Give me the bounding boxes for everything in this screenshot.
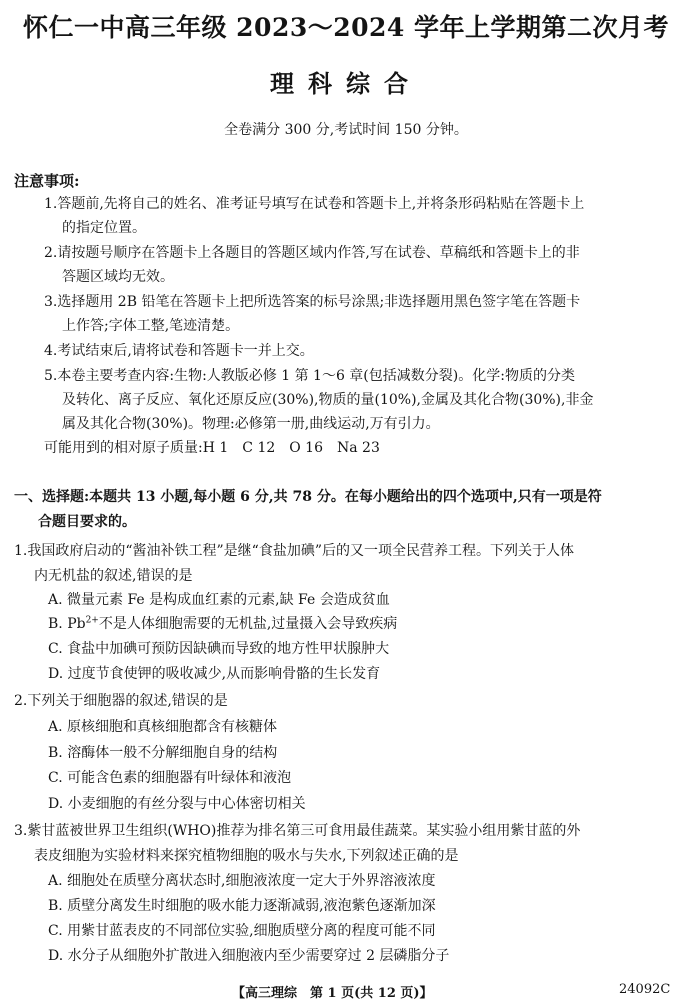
question-1-stem: 1.我国政府启动的“酱油补铁工程”是继“食盐加碘”后的又一项全民营养工程。下列关于人体 xyxy=(14,543,574,559)
question-2-option-c: C. 可能含色素的细胞器有叶绿体和液泡 xyxy=(48,770,292,786)
question-1-option-a: A. 微量元素 Fe 是构成血红素的元素,缺 Fe 会造成贫血 xyxy=(48,592,390,608)
ion-charge: 2+ xyxy=(85,615,99,626)
question-1-stem-cont: 内无机盐的叙述,错误的是 xyxy=(34,568,193,584)
question-3-stem: 3.紫甘蓝被世界卫生组织(WHO)推荐为排名第三可食用最佳蔬菜。某实验小组用紫甘蓝的外 xyxy=(14,823,581,839)
score-info: 全卷满分 300 分,考试时间 150 分钟。 xyxy=(224,122,468,138)
question-1-option-b xyxy=(48,614,397,634)
note-line: 2.请按题号顺序在答题卡上各题目的答题区域内作答,写在试卷、草稿纸和答题卡上的非 xyxy=(44,245,580,261)
page-number-label: 【高三理综 第 1 页(共 12 页)】 xyxy=(232,986,433,1001)
note-line: 5.本卷主要考查内容:生物:人教版必修 1 第 1～6 章(包括减数分裂)。化学:物质的分类 xyxy=(44,368,575,384)
question-2-option-d: D. 小麦细胞的有丝分裂与中心体密切相关 xyxy=(48,796,306,812)
subject-title: 理科综合 xyxy=(270,69,422,98)
question-2-option-b: B. 溶酶体一般不分解细胞自身的结构 xyxy=(48,745,278,761)
question-1-option-d: D. 过度节食使钾的吸收减少,从而影响骨骼的生长发育 xyxy=(48,666,381,682)
note-line: 的指定位置。 xyxy=(62,220,146,236)
atomic-mass-line: 可能用到的相对原子质量:H 1 C 12 O 16 Na 23 xyxy=(44,440,380,456)
question-2-stem: 2.下列关于细胞器的叙述,错误的是 xyxy=(14,693,228,709)
question-3-option-b: B. 质壁分离发生时细胞的吸水能力逐渐减弱,液泡紫色逐渐加深 xyxy=(48,898,436,914)
section-heading: 一、选择题:本题共 13 小题,每小题 6 分,共 78 分。在每小题给出的四个选项中,只有一项是符 xyxy=(14,489,602,505)
note-line: 上作答;字体工整,笔迹清楚。 xyxy=(62,318,240,334)
exam-title: 怀仁一中高三年级 2023～2024 学年上学期第二次月考 xyxy=(22,13,670,42)
note-line: 答题区域均无效。 xyxy=(62,269,174,285)
question-3-option-a: A. 细胞处在质壁分离状态时,细胞液浓度一定大于外界溶液浓度 xyxy=(48,873,436,889)
section-heading-cont: 合题目要求的。 xyxy=(38,514,136,530)
question-1-option-c: C. 食盐中加碘可预防因缺碘而导致的地方性甲状腺肿大 xyxy=(48,641,390,657)
notes-heading: 注意事项: xyxy=(14,172,80,190)
question-2-option-a: A. 原核细胞和真核细胞都含有核糖体 xyxy=(48,719,278,735)
question-3-option-d: D. 水分子从细胞外扩散进入细胞液内至少需要穿过 2 层磷脂分子 xyxy=(48,948,450,964)
exam-code: 24092C xyxy=(619,982,671,997)
note-line: 4.考试结束后,请将试卷和答题卡一并上交。 xyxy=(44,343,314,359)
note-line: 3.选择题用 2B 铅笔在答题卡上把所选答案的标号涂黑;非选择题用黑色签字笔在答题卡 xyxy=(44,294,581,310)
question-3-option-c: C. 用紫甘蓝表皮的不同部位实验,细胞质壁分离的程度可能不同 xyxy=(48,923,436,939)
option-b-text: 不是人体细胞需要的无机盐,过量摄入会导致疾病 xyxy=(98,616,398,632)
note-line: 1.答题前,先将自己的姓名、准考证号填写在试卷和答题卡上,并将条形码粘贴在答题卡上 xyxy=(44,196,585,212)
note-line: 及转化、离子反应、氧化还原反应(30%),物质的量(10%),金属及其化合物(30%),非金 xyxy=(62,392,594,408)
note-line: 属及其化合物(30%)。物理:必修第一册,曲线运动,万有引力。 xyxy=(62,416,440,432)
question-3-stem-cont: 表皮细胞为实验材料来探究植物细胞的吸水与失水,下列叙述正确的是 xyxy=(34,848,459,864)
option-b-prefix: B. Pb xyxy=(48,616,86,632)
